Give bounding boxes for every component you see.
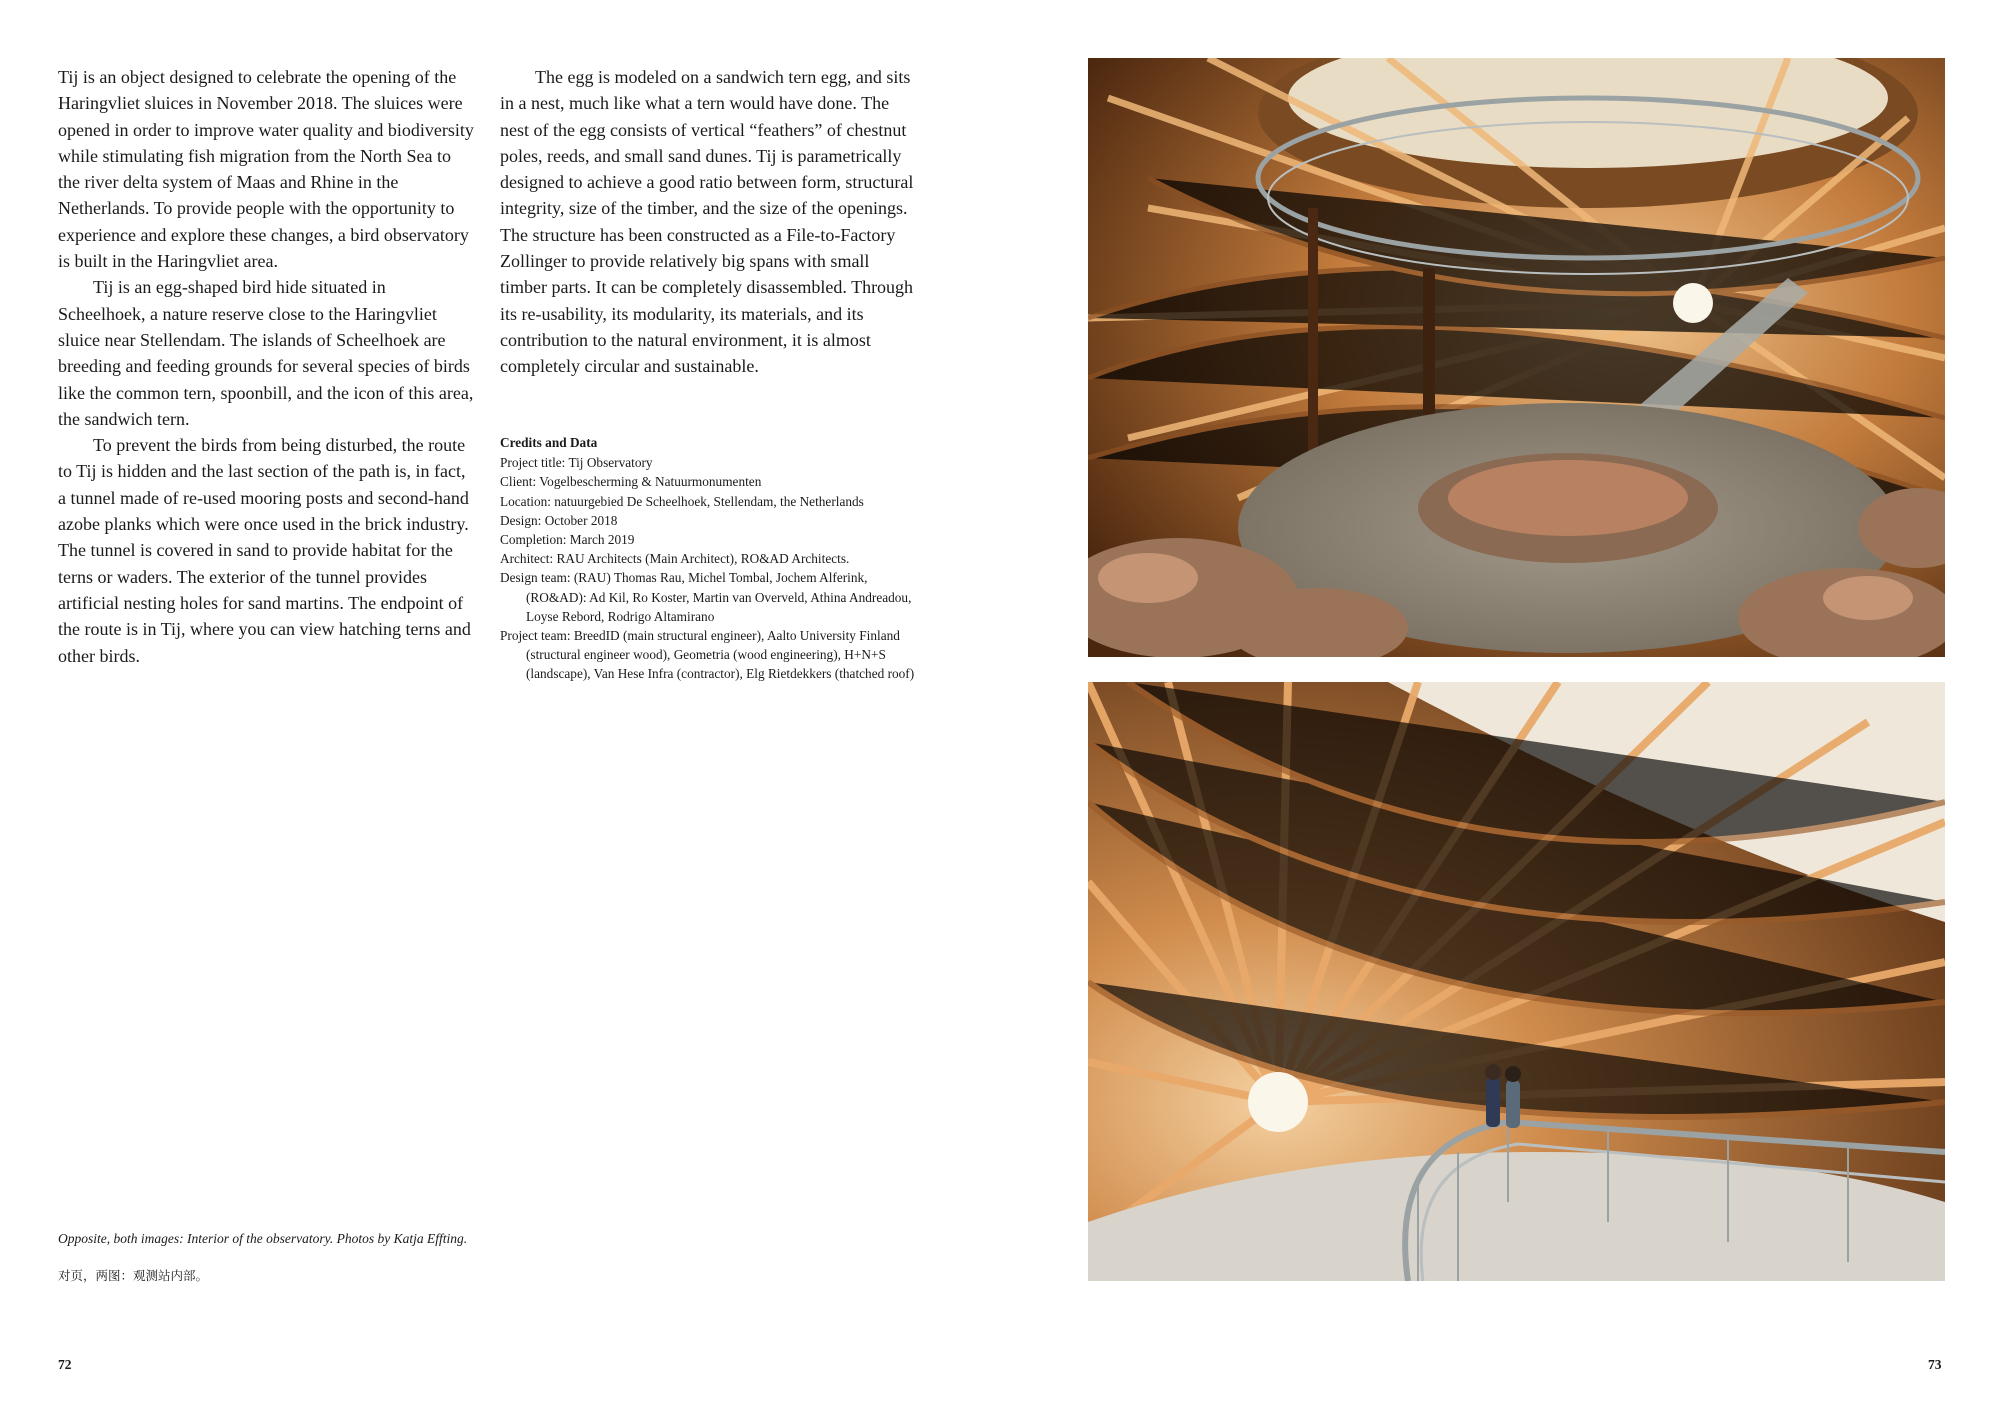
credit-line: Design team: (RAU) Thomas Rau, Michel Tombal, Jochem Alferink, (RO&AD): Ad Kil, Ro Koster, Martin van Overveld, Athina Andreadou, Loyse Rebord, Rodrigo Altamirano [500, 570, 912, 624]
credit-line: Project title: Tij Observatory [500, 455, 653, 471]
page-number-left: 72 [58, 1357, 72, 1372]
credit-line: Client: Vogelbescherming & Natuurmonumenten [500, 474, 762, 490]
credits-and-data [500, 433, 920, 684]
paragraph: To prevent the birds from being disturbed, the route to Tij is hidden and the last section of the path is, in fact, a tunnel made of re-used mooring posts and second-hand azobe planks which were once used in the brick industry. The tunnel is covered in sand to provide habitat for the terns or waders. The exterior of the tunnel provides artificial nesting holes for sand martins. The endpoint of the route is in Tij, where you can view hatching terns and other birds. [58, 435, 471, 666]
page-number-right: 73 [1928, 1357, 1942, 1372]
credit-line: Completion: March 2019 [500, 532, 635, 548]
photo-caption: Opposite, both images: Interior of the observatory. Photos by Katja Effting. [58, 1231, 468, 1246]
body-text-column-1 [58, 64, 476, 669]
photo-caption-chinese: 对页，两图：观测站内部。 [58, 1268, 209, 1283]
credits-heading: Credits and Data [500, 435, 598, 450]
paragraph: The egg is modeled on a sandwich tern egg, and sits in a nest, much like what a tern would have done. The nest of the egg consists of vertical “feathers” of chestnut poles, reeds, and small sand dunes. Tij is parametrically designed to achieve a good ratio between form, structural integrity, size of the timber, and the size of the openings. The structure has been constructed as a File-to-Factory Zollinger to provide relatively big spans with small timber parts. It can be completely disassembled. Through its re-usability, its modularity, its materials, and its contribution to the natural environment, it is almost completely circular and sustainable. [500, 67, 914, 377]
photo-illustration [1088, 58, 1945, 657]
photo-observatory-interior-top [1088, 58, 1945, 657]
photo-observatory-interior-bottom [1088, 682, 1945, 1281]
photo-illustration [1088, 682, 1945, 1281]
credit-line: Project team: BreedID (main structural engineer), Aalto University Finland (structural engineer wood), Geometria (wood engineering), H+N+S (landscape), Van Hese Infra (contractor), Elg Rietdekkers (thatched roof) [500, 628, 915, 682]
body-text-column-2 [500, 64, 918, 380]
paragraph: Tij is an object designed to celebrate the opening of the Haringvliet sluices in November 2018. The sluices were opened in order to improve water quality and biodiversity while stimulating fish migration from the North Sea to the river delta system of Maas and Rhine in the Netherlands. To provide people with the opportunity to experience and explore these changes, a bird observatory is built in the Haringvliet area. [58, 67, 474, 272]
credit-line: Architect: RAU Architects (Main Architect), RO&AD Architects. [500, 551, 850, 567]
paragraph: Tij is an egg-shaped bird hide situated in Scheelhoek, a nature reserve close to the Haringvliet sluice near Stellendam. The islands of Scheelhoek are breeding and feeding grounds for several species of birds like the common tern, spoonbill, and the icon of this area, the sandwich tern. [58, 277, 474, 429]
credit-line: Location: natuurgebied De Scheelhoek, Stellendam, the Netherlands [500, 493, 864, 509]
credit-line: Design: October 2018 [500, 512, 618, 528]
